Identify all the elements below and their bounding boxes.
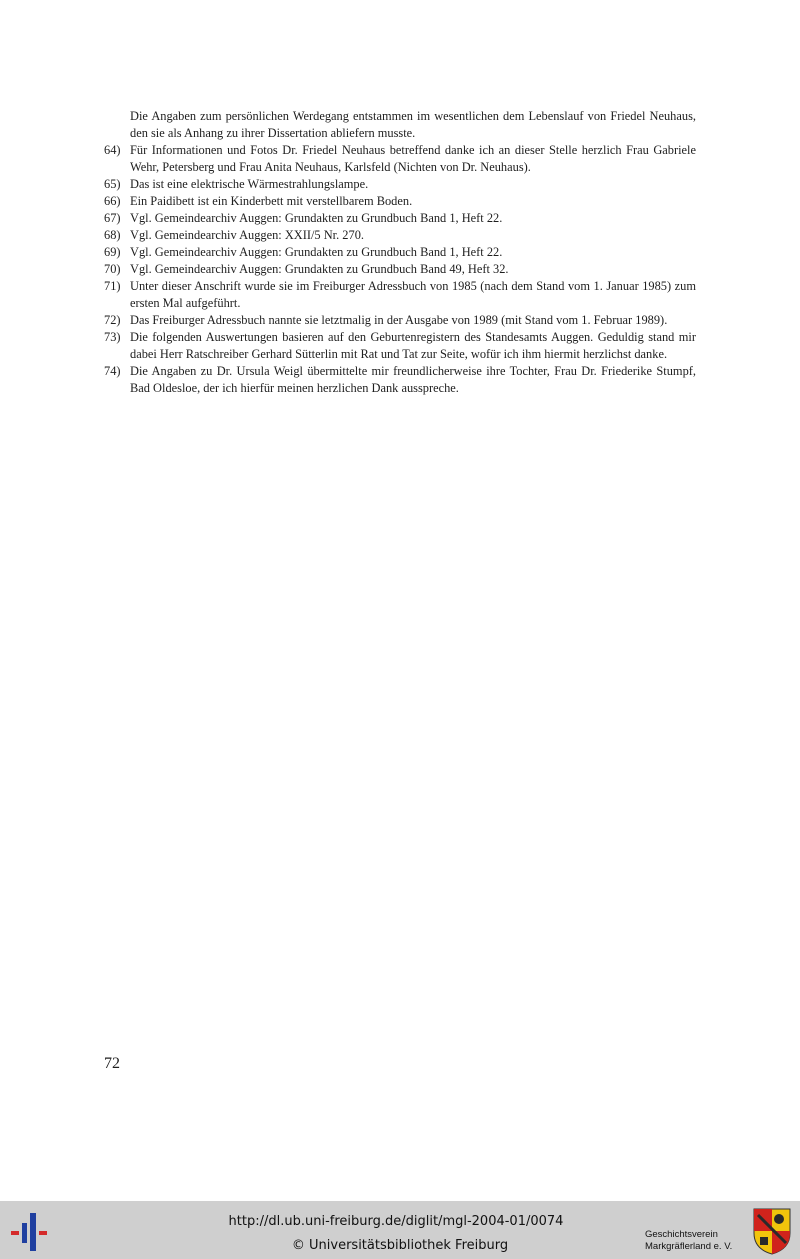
footnote-text: Für Informationen und Fotos Dr. Friedel Neuhaus betreffend danke ich an dieser Stelle herzlich Frau Gabriele Wehr, Petersberg und Frau Anita Neuhaus, Karlsfeld (Nichten von Dr. Neuhaus). <box>130 143 696 174</box>
footnote-70 <box>104 261 696 278</box>
footnote-text: Das ist eine elektrische Wärmestrahlungslampe. <box>130 177 369 191</box>
footnote-text: Vgl. Gemeindearchiv Auggen: Grundakten zu Grundbuch Band 49, Heft 32. <box>130 262 509 276</box>
footnote-text: Vgl. Gemeindearchiv Auggen: XXII/5 Nr. 270. <box>130 228 364 242</box>
footnote-text: Unter dieser Anschrift wurde sie im Freiburger Adressbuch von 1985 (nach dem Stand vom 1. Januar 1985) zum ersten Mal aufgeführt. <box>130 279 696 310</box>
society-line: Markgräflerland e. V. <box>645 1241 733 1252</box>
footnote-71 <box>104 278 696 312</box>
footer-bar <box>0 1201 800 1259</box>
society-name <box>645 1229 750 1253</box>
citation-url[interactable]: http://dl.ub.uni-freiburg.de/diglit/mgl-2004-01/0074 <box>228 1214 564 1229</box>
society-line: Geschichtsverein <box>645 1229 718 1240</box>
footnote-text: Die Angaben zum persönlichen Werdegang entstammen im wesentlichen dem Lebenslauf von Friedel Neuhaus, den sie als Anhang zu ihrer Dissertation abliefern musste. <box>130 109 696 140</box>
footnote-67 <box>104 210 696 227</box>
footnote-text: Ein Paidibett ist ein Kinderbett mit verstellbarem Boden. <box>130 194 413 208</box>
footnote-65 <box>104 176 696 193</box>
footnote <box>104 108 696 142</box>
footnote-73 <box>104 329 696 363</box>
footnote-68 <box>104 227 696 244</box>
footnote-number: 66) <box>104 194 121 208</box>
footnote-text: Die Angaben zu Dr. Ursula Weigl übermittelte mir freundlicherweise ihre Tochter, Frau Dr. Friederike Stumpf, Bad Oldesloe, der ich hierfür meinen herzlichen Dank ausspreche. <box>130 364 696 395</box>
footnote-text: Vgl. Gemeindearchiv Auggen: Grundakten zu Grundbuch Band 1, Heft 22. <box>130 245 503 259</box>
footnote-64 <box>104 142 696 176</box>
footnote-66 <box>104 193 696 210</box>
footnote-number: 67) <box>104 211 121 225</box>
footnote-69 <box>104 244 696 261</box>
footnote-text: Das Freiburger Adressbuch nannte sie letztmalig in der Ausgabe von 1989 (mit Stand vom 1. Februar 1989). <box>130 313 668 327</box>
footnote-number: 72) <box>104 313 121 327</box>
footnote-number <box>104 108 130 142</box>
footnote-number: 74) <box>104 364 121 378</box>
footnote-number: 65) <box>104 177 121 191</box>
footnote-72 <box>104 312 696 329</box>
footnote-number: 68) <box>104 228 121 242</box>
footnote-number: 73) <box>104 330 121 344</box>
coat-of-arms-icon <box>752 1207 792 1255</box>
page-number: 72 <box>104 1055 120 1072</box>
footnotes-list <box>104 108 696 397</box>
footnote-text: Vgl. Gemeindearchiv Auggen: Grundakten zu Grundbuch Band 1, Heft 22. <box>130 211 503 225</box>
footnote-number: 71) <box>104 279 121 293</box>
copyright-notice: © Universitätsbibliothek Freiburg <box>291 1238 509 1253</box>
footnote-number: 64) <box>104 143 121 157</box>
footnote-74 <box>104 363 696 397</box>
footnote-number: 70) <box>104 262 121 276</box>
footnote-text: Die folgenden Auswertungen basieren auf den Geburtenregistern des Standesamts Auggen. Geduldig stand mir dabei Herr Ratschreiber Gerhard Sütterlin mit Rat und Tat zur Seite, wofür ich ihm hiermit herzlichst danke. <box>130 330 696 361</box>
footnote-number: 69) <box>104 245 121 259</box>
